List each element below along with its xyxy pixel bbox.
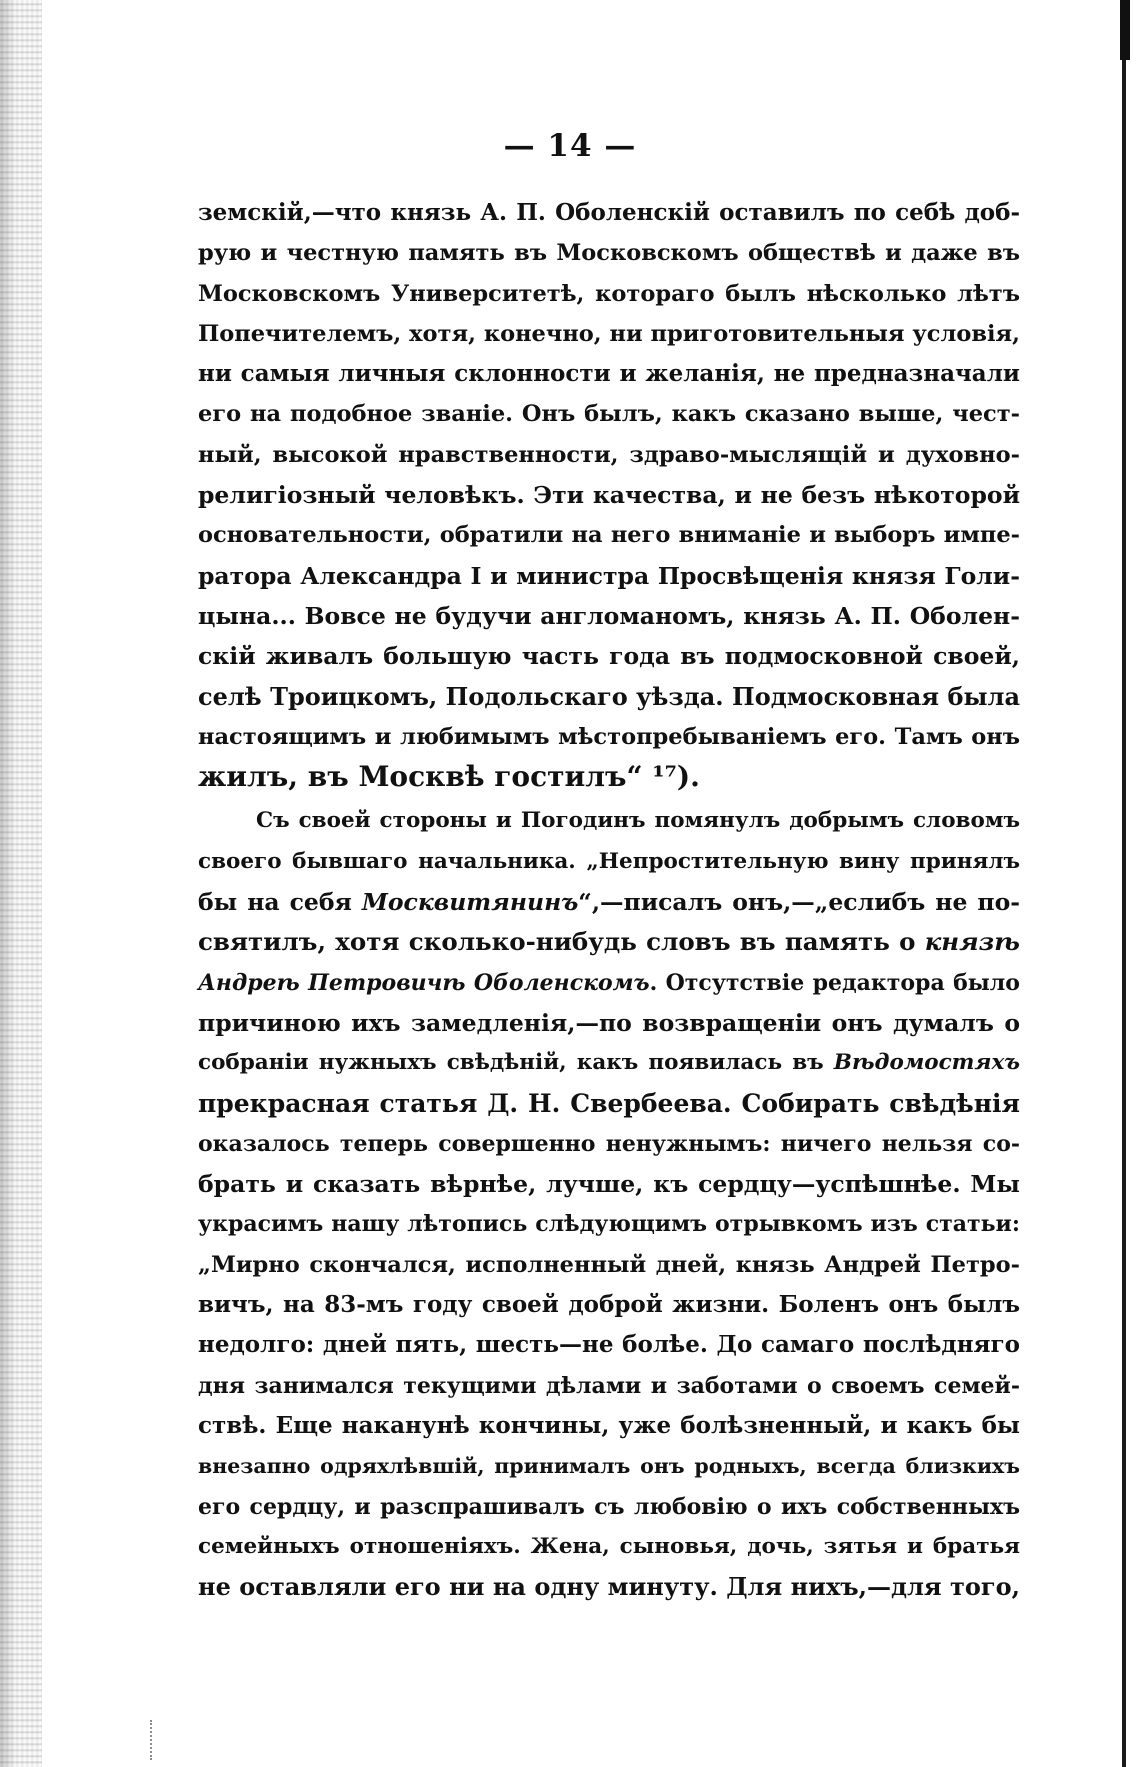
- text-line: „Мирно скончался, исполненный дней, князь Андрей Петро-: [198, 1251, 1020, 1278]
- text-line: ратора Александра I и министра Просвѣщенія князя Голи-: [198, 561, 1020, 590]
- scan-edge-right: [1122, 0, 1126, 1767]
- text-line: своего бывшаго начальника. „Непростительную вину принялъ: [198, 848, 1020, 874]
- text-line: рую и честную память въ Московскомъ обществѣ и даже въ: [198, 240, 1020, 267]
- text-run: святилъ, хотя сколько-нибудь словъ въ память о: [198, 927, 925, 957]
- text-line: вичъ, на 83-мъ году своей доброй жизни. Боленъ онъ былъ: [198, 1291, 1020, 1319]
- scan-edge-right-top: [1120, 0, 1130, 60]
- text-line: [198, 882, 1020, 922]
- text-line: Съ своей стороны и Погодинъ помянулъ добрымъ словомъ: [256, 808, 1020, 834]
- text-line: основательности, обратили на него вниманіе и выборъ импе-: [198, 522, 1020, 549]
- text-line: религіозный человѣкъ. Эти качества, и не безъ нѣкоторой: [198, 481, 1020, 510]
- italic-name: Андреѣ Петровичѣ Оболенскомъ: [198, 969, 650, 996]
- text-line: прекрасная статья Д. Н. Свербеева. Собирать свѣдѣнія: [198, 1088, 1020, 1118]
- text-line: Московскомъ Университетѣ, котораго былъ нѣсколько лѣтъ: [198, 280, 1020, 307]
- text-line: семейныхъ отношеніяхъ. Жена, сыновья, дочь, зятья и братья: [198, 1533, 1020, 1559]
- text-line: его сердцу, и разспрашивалъ съ любовію о ихъ собственныхъ: [198, 1493, 1020, 1520]
- italic-title: Вѣдомостяхъ: [833, 1050, 1020, 1076]
- page-number: — 14 —: [503, 128, 637, 164]
- text-line: цына... Вовсе не будучи англоманомъ, князь А. П. Оболен-: [198, 601, 1020, 630]
- text-line: причиною ихъ замедленія,—по возвращеніи онъ думалъ о: [198, 1008, 1020, 1037]
- text-line: ни самыя личныя склонности и желанія, не предназначали: [198, 360, 1020, 388]
- text-line: ствѣ. Еще наканунѣ кончины, уже болѣзненный, и какъ бы: [198, 1411, 1020, 1439]
- scan-mark: [150, 1720, 192, 1760]
- text-line: [198, 922, 1020, 962]
- text-line: настоящимъ и любимымъ мѣстопребываніемъ его. Тамъ онъ: [198, 723, 1020, 750]
- text-run: . Отсутствіе редактора было: [649, 969, 1020, 996]
- text-line: скій живалъ большую часть года въ подмосковной своей,: [198, 642, 1020, 671]
- text-run: “,—писалъ онъ,—„еслибъ не по-: [578, 888, 1020, 917]
- italic-name: князѣ: [924, 927, 1020, 957]
- text-line: жилъ, въ Москвѣ гостилъ“ ¹⁷).: [198, 760, 700, 794]
- text-line: земскій,—что князь А. П. Оболенскій оставилъ по себѣ доб-: [198, 199, 1020, 226]
- text-line: брать и сказать вѣрнѣе, лучше, къ сердцу—успѣшнѣе. Мы: [198, 1170, 1020, 1199]
- text-line: селѣ Троицкомъ, Подольскаго уѣзда. Подмосковная была: [198, 681, 1020, 711]
- text-line: не оставляли его ни на одну минуту. Для нихъ,—для того,: [198, 1572, 1020, 1602]
- text-line: Попечителемъ, хотя, конечно, ни приготовительныя условія,: [198, 320, 1020, 347]
- text-line: дня занимался текущими дѣлами и заботами о своемъ семей-: [198, 1372, 1020, 1399]
- text-line: украсимъ нашу лѣтопись слѣдующимъ отрывкомъ изъ статьи:: [198, 1211, 1020, 1238]
- text-line: его на подобное званіе. Онъ былъ, какъ сказано выше, чест-: [198, 401, 1020, 428]
- text-line: [198, 1043, 1020, 1083]
- scan-edge-left: [0, 0, 42, 1767]
- text-line: внезапно одряхлѣвшій, принималъ онъ родныхъ, всегда близкихъ: [198, 1454, 1020, 1479]
- text-line: ный, высокой нравственности, здраво-мыслящій и духовно-: [198, 441, 1020, 468]
- italic-title: Москвитянинъ: [361, 888, 579, 917]
- text-run: собраніи нужныхъ свѣдѣній, какъ появилась въ: [198, 1050, 834, 1076]
- text-run: бы на себя: [198, 888, 362, 917]
- text-line: оказалось теперь совершенно ненужнымъ: ничего нельзя со-: [198, 1130, 1020, 1157]
- body-text: [198, 193, 1020, 1607]
- text-line: [198, 963, 1020, 1003]
- text-line: недолго: дней пять, шесть—не болѣе. До самаго послѣдняго: [198, 1331, 1020, 1359]
